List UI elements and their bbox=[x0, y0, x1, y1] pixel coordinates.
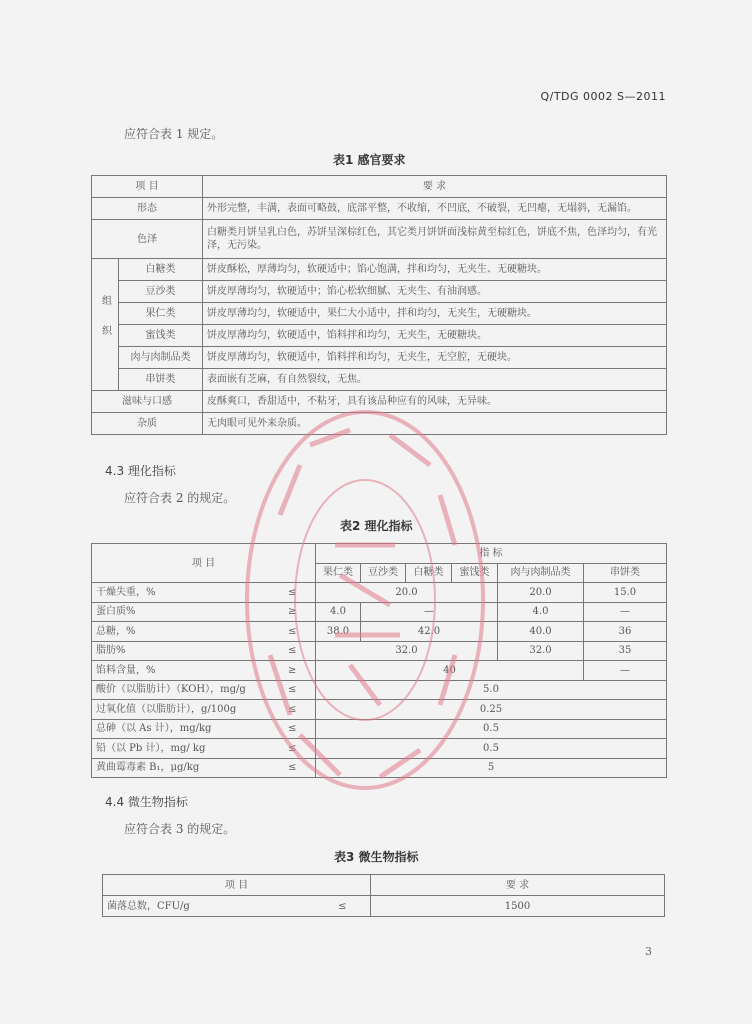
cell-operator: ≤ bbox=[270, 719, 316, 739]
cell-item: 脂肪% bbox=[92, 641, 270, 661]
cell-value: 32.0 bbox=[316, 641, 498, 661]
table-microbial bbox=[102, 874, 665, 917]
cell-operator: ≤ bbox=[270, 583, 316, 603]
cell-item: 干燥失重，% bbox=[92, 583, 270, 603]
table-row bbox=[92, 325, 667, 347]
cell-item: 酸价（以脂肪计）（KOH），mg/g bbox=[92, 680, 270, 700]
cell-value: — bbox=[584, 661, 667, 681]
group-label-tissue: 组织 bbox=[92, 259, 119, 391]
category-header: 豆沙类 bbox=[361, 563, 406, 583]
section-4-3-title: 4.3 理化指标 bbox=[105, 464, 176, 478]
cell-operator: ≤ bbox=[270, 739, 316, 759]
table-row bbox=[92, 739, 667, 759]
cell-value: 5 bbox=[316, 758, 667, 778]
cell-item: 滋味与口感 bbox=[92, 391, 203, 413]
cell-operator: ≤ bbox=[315, 896, 371, 917]
table-sensory-requirements bbox=[91, 175, 667, 435]
cell-req: 表面嵌有芝麻，有自然裂纹，无焦。 bbox=[203, 369, 667, 391]
category-header: 肉与肉制品类 bbox=[498, 563, 584, 583]
table-row bbox=[92, 583, 667, 603]
cell-operator: ≤ bbox=[270, 641, 316, 661]
table-row bbox=[92, 220, 667, 259]
table-row bbox=[92, 680, 667, 700]
intro-text: 应符合表 1 规定。 bbox=[124, 127, 224, 141]
table1-caption: 表1 感官要求 bbox=[333, 153, 406, 167]
table2-head-index: 指 标 bbox=[316, 544, 667, 564]
cell-item: 色泽 bbox=[92, 220, 203, 259]
section-4-4-title: 4.4 微生物指标 bbox=[105, 795, 188, 809]
cell-item: 杂质 bbox=[92, 413, 203, 435]
cell-req: 外形完整，丰满，表面可略鼓，底部平整，不收缩，不凹底，不破裂，无凹瘪，无塌斜，无漏馅。 bbox=[203, 198, 667, 220]
cell-req: 饼皮酥松，厚薄均匀，软硬适中；馅心饱满，拌和均匀，无夹生、无硬糖块。 bbox=[203, 259, 667, 281]
table2-head-item: 项 目 bbox=[92, 544, 316, 583]
table-row bbox=[103, 896, 665, 917]
document-code: Q/TDG 0002 S—2011 bbox=[540, 90, 666, 103]
cell-value: 20.0 bbox=[316, 583, 498, 603]
table-row bbox=[92, 758, 667, 778]
cell-req: 白糖类月饼呈乳白色，苏饼呈深棕红色，其它类月饼饼面浅棕黄至棕红色，饼底不焦，色泽均匀，有光泽，无污染。 bbox=[203, 220, 667, 259]
category-header: 白糖类 bbox=[406, 563, 452, 583]
table-row bbox=[92, 198, 667, 220]
table-row bbox=[92, 641, 667, 661]
cell-req: 饼皮厚薄均匀，软硬适中，馅料拌和均匀，无夹生，无硬糖块。 bbox=[203, 325, 667, 347]
table-row bbox=[103, 875, 665, 896]
cell-req: 皮酥爽口，香甜适中，不粘牙，具有该品种应有的风味，无异味。 bbox=[203, 391, 667, 413]
table-row bbox=[92, 281, 667, 303]
cell-value: 35 bbox=[584, 641, 667, 661]
cell-value: — bbox=[584, 602, 667, 622]
table1-head-item: 项 目 bbox=[92, 176, 203, 198]
cell-item: 豆沙类 bbox=[119, 281, 203, 303]
cell-value: 38.0 bbox=[316, 622, 361, 642]
cell-value: 0.5 bbox=[316, 719, 667, 739]
section-4-4-text: 应符合表 3 的规定。 bbox=[124, 822, 236, 836]
cell-item: 蜜饯类 bbox=[119, 325, 203, 347]
cell-value: — bbox=[361, 602, 498, 622]
cell-operator: ≤ bbox=[270, 758, 316, 778]
cell-value: 4.0 bbox=[498, 602, 584, 622]
table-row bbox=[92, 700, 667, 720]
table-row bbox=[92, 176, 667, 198]
cell-value: 4.0 bbox=[316, 602, 361, 622]
table-physicochemical bbox=[91, 543, 667, 778]
table3-caption: 表3 微生物指标 bbox=[334, 850, 419, 864]
cell-item: 总砷（以 As 计），mg/kg bbox=[92, 719, 270, 739]
cell-item: 馅料含量，% bbox=[92, 661, 270, 681]
table1-head-req: 要 求 bbox=[203, 176, 667, 198]
cell-item: 黄曲霉毒素 B₁，μg/kg bbox=[92, 758, 270, 778]
table-row bbox=[92, 602, 667, 622]
category-header: 蜜饯类 bbox=[452, 563, 498, 583]
cell-item: 总糖，% bbox=[92, 622, 270, 642]
cell-value: 0.5 bbox=[316, 739, 667, 759]
table-row bbox=[92, 391, 667, 413]
page-number: 3 bbox=[645, 945, 652, 958]
cell-operator: ≤ bbox=[270, 622, 316, 642]
table3-head-item: 项 目 bbox=[103, 875, 371, 896]
cell-item: 串饼类 bbox=[119, 369, 203, 391]
cell-value: 20.0 bbox=[498, 583, 584, 603]
cell-item: 形态 bbox=[92, 198, 203, 220]
table3-head-req: 要 求 bbox=[371, 875, 665, 896]
category-header: 果仁类 bbox=[316, 563, 361, 583]
cell-value: 40.0 bbox=[498, 622, 584, 642]
table-row bbox=[92, 413, 667, 435]
cell-req: 饼皮厚薄均匀，软硬适中；馅心松软细腻、无夹生、有油润感。 bbox=[203, 281, 667, 303]
cell-value: 5.0 bbox=[316, 680, 667, 700]
table-row bbox=[92, 622, 667, 642]
table-row bbox=[92, 347, 667, 369]
cell-item: 过氧化值（以脂肪计），g/100g bbox=[92, 700, 270, 720]
table2-caption: 表2 理化指标 bbox=[340, 519, 413, 533]
cell-value: 15.0 bbox=[584, 583, 667, 603]
cell-value: 0.25 bbox=[316, 700, 667, 720]
cell-req: 饼皮厚薄均匀，软硬适中，馅料拌和均匀，无夹生，无空腔，无硬块。 bbox=[203, 347, 667, 369]
table-row bbox=[92, 369, 667, 391]
table-row bbox=[92, 661, 667, 681]
cell-req: 无肉眼可见外来杂质。 bbox=[203, 413, 667, 435]
cell-item: 菌落总数，CFU/g bbox=[103, 896, 315, 917]
cell-operator: ≥ bbox=[270, 602, 316, 622]
cell-item: 肉与肉制品类 bbox=[119, 347, 203, 369]
cell-item: 铅（以 Pb 计），mg/ kg bbox=[92, 739, 270, 759]
cell-item: 果仁类 bbox=[119, 303, 203, 325]
cell-value: 32.0 bbox=[498, 641, 584, 661]
cell-item: 蛋白质% bbox=[92, 602, 270, 622]
cell-value: 1500 bbox=[371, 896, 665, 917]
cell-value: 40 bbox=[316, 661, 584, 681]
table-row bbox=[92, 544, 667, 564]
cell-operator: ≤ bbox=[270, 700, 316, 720]
cell-value: 36 bbox=[584, 622, 667, 642]
cell-operator: ≤ bbox=[270, 680, 316, 700]
cell-req: 饼皮厚薄均匀，软硬适中，果仁大小适中，拌和均匀，无夹生，无硬糖块。 bbox=[203, 303, 667, 325]
table-row bbox=[92, 259, 667, 281]
table-row bbox=[92, 719, 667, 739]
cell-item: 白糖类 bbox=[119, 259, 203, 281]
category-header: 串饼类 bbox=[584, 563, 667, 583]
cell-value: 42.0 bbox=[361, 622, 498, 642]
cell-operator: ≥ bbox=[270, 661, 316, 681]
table-row bbox=[92, 303, 667, 325]
section-4-3-text: 应符合表 2 的规定。 bbox=[124, 491, 236, 505]
